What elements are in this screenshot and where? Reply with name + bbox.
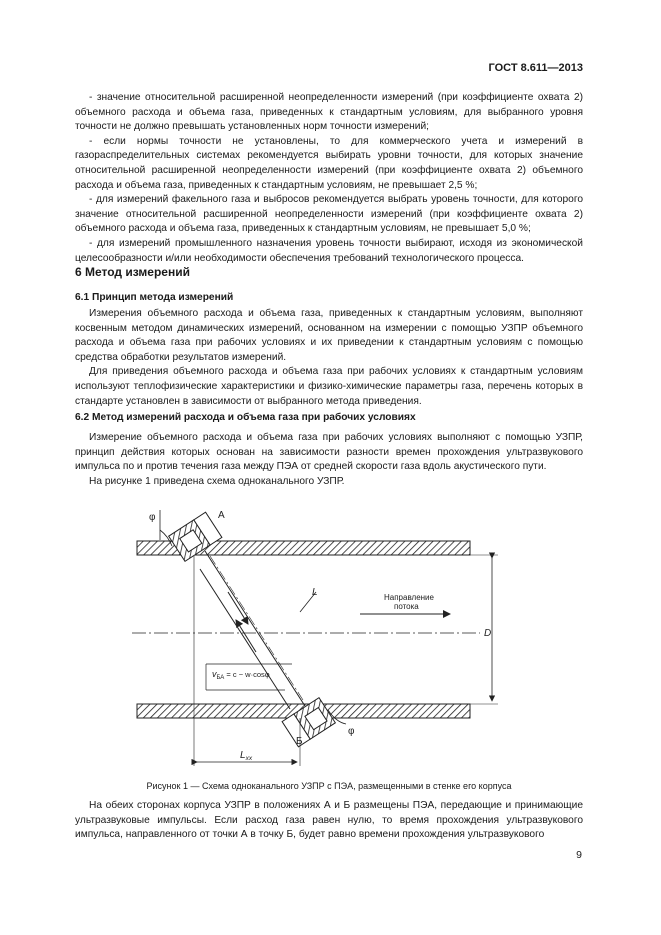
body-paragraph: На рисунке 1 приведена схема одноканального УЗПР. [89, 475, 345, 487]
intro-paragraph: - если нормы точности не установлены, то для коммерческого учета и измерений в газораспределительных системах рекомендуется выбирать уровни точности, для которых значение относительной расширенной неопределенности измерений (при коэффициенте охвата 2) объемного расхода и объема газа, приведенных к стандартным условиям, не превышает 2,5 %; [75, 135, 583, 191]
phi-top-label: φ [149, 512, 156, 523]
standard-header: ГОСТ 8.611—2013 [488, 62, 583, 74]
intro-list [75, 91, 583, 266]
phi-bottom-label: φ [348, 726, 355, 737]
intro-paragraph: - значение относительной расширенной неопределенности измерений (при коэффициенте охвата 2) объемного расхода и объема газа, приведенных к стандартным условиям, для выбранного уровня точности не должно превышать установленных норм точности измерений; [75, 92, 583, 133]
flow-label-line2: потока [394, 602, 419, 611]
flow-label-line1: Направление [384, 593, 434, 602]
arrow-down-path [228, 592, 248, 624]
closing-body [75, 799, 583, 843]
section-6-1-title: 6.1 Принцип метода измерений [75, 292, 234, 303]
intro-paragraph: - для измерений факельного газа и выбросов рекомендуется выбрать уровень точности, для которого значение относительной расширенной неопределенности измерений (при коэффициенте охвата 2) объемного расхода и объема газа, приведенных к стандартным условиям, не превышает 5,0 %; [75, 194, 583, 235]
label-a: А [218, 510, 225, 521]
intro-paragraph: - для измерений промышленного назначения уровень точности выбирают, исходя из экономической целесообразности и/или необходимости обеспечения требований технологического процесса. [75, 237, 583, 264]
diameter-label: D [484, 628, 492, 639]
formula-v: v [212, 669, 217, 679]
section-6-title: 6 Метод измерений [75, 265, 190, 279]
figure-caption: Рисунок 1 — Схема одноканального УЗПР с ПЭА, размещенными в стенке его корпуса [146, 781, 512, 791]
acoustic-path-lower-edge [200, 569, 290, 709]
formula-rest: = c − w·cosφ [224, 670, 270, 679]
closing-paragraph: На обеих сторонах корпуса УЗПР в положениях А и Б размещены ПЭА, передающие и принимающие ультразвуковые импульсы. Если расход газа равен нулю, то время прохождения ультразвукового импульса, направленного от точки А в точку Б, будет равно времени прохождения ультразвукового [75, 800, 583, 841]
label-b: Б [296, 736, 303, 747]
figure-1-diagram [110, 496, 530, 778]
section-6-1-body [75, 307, 583, 409]
lxx-label [240, 750, 253, 762]
lxx-sub: xx [245, 755, 253, 762]
acoustic-path [205, 551, 305, 706]
path-length-label: L [312, 587, 318, 598]
lxx-main: L [240, 750, 246, 761]
section-6-2-body [75, 431, 583, 489]
section-6-2-title: 6.2 Метод измерений расхода и объема газа при рабочих условиях [75, 412, 416, 423]
formula-sub: БА [216, 675, 225, 681]
page-number: 9 [576, 849, 582, 861]
velocity-formula [212, 669, 270, 681]
body-paragraph: Измерение объемного расхода и объема газа при рабочих условиях выполняют с помощью УЗПР, принцип действия которых основан на зависимости разности времен прохождения ультразвукового импульса по и против течения газа между ПЭА от средней скорости газа вдоль акустического пути. [75, 432, 583, 473]
body-paragraph: Измерения объемного расхода и объема газа, приведенных к стандартным условиям, выполняют косвенным методом динамических измерений, основанном на измерении с помощью УЗПР объемного расхода и объема газа при рабочих условиях и их приведении к стандартным условиям с помощью средства обработки результатов измерений. [75, 308, 583, 363]
body-paragraph: Для приведения объемного расхода и объема газа при рабочих условиях к стандартным условиям используют теплофизические характеристики и физико-химические параметры газа, перечень которых в стандарте установлен в зависимости от выбранного метода приведения. [75, 366, 583, 407]
